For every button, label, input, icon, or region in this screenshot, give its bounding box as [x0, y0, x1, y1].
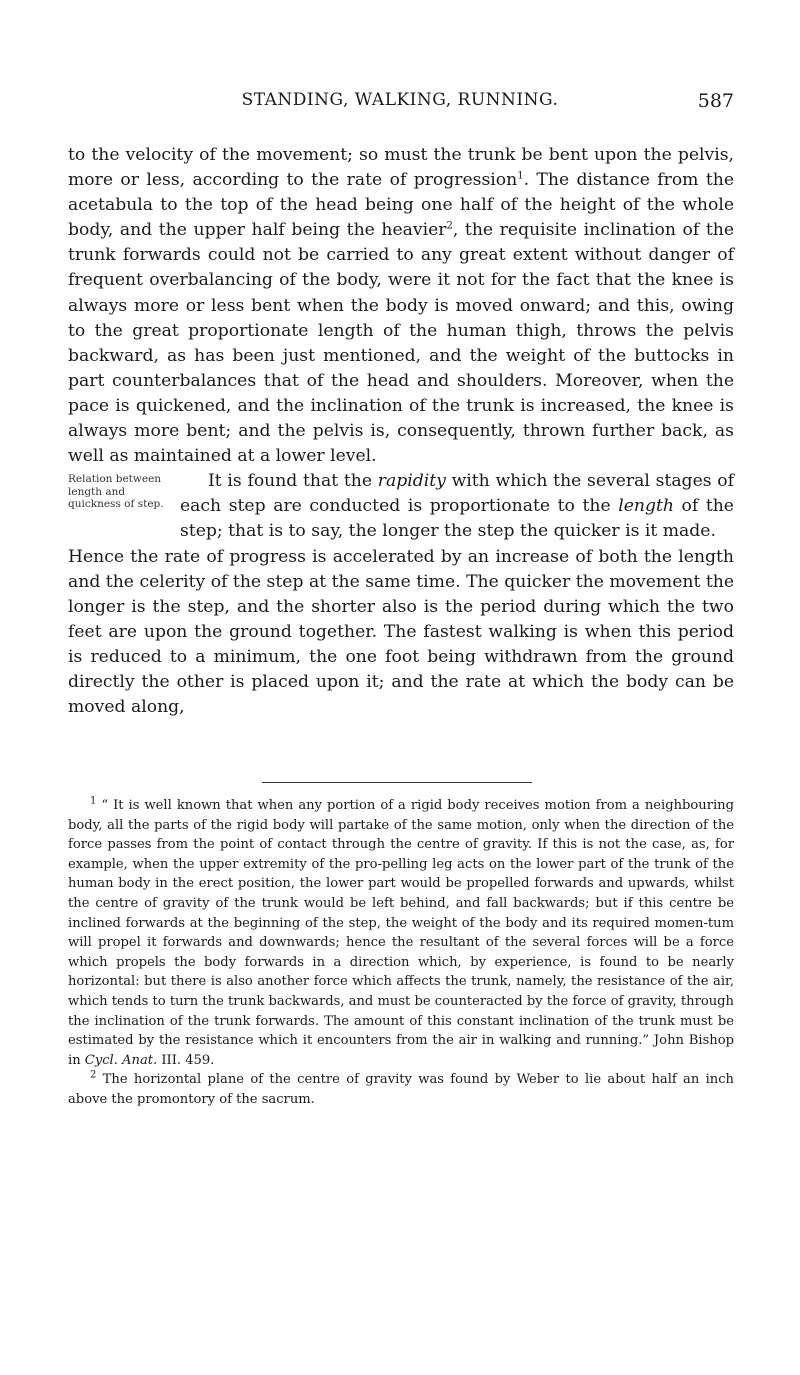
paragraph-2-indented: [180, 469, 734, 544]
emphasis-rapidity: rapidity: [377, 471, 446, 492]
paragraph-2-text-a: It is found that the: [208, 471, 378, 492]
paragraph-1-text-c: , the requisite inclination of the trunk forwards could not be carried to any great extent without danger of frequent overbalancing of the body, were it not for the fact that the knee is always more or less bent when the body is moved onward; and this, owing to the great proportionate length of the human thigh, throws the pelvis backward, as has been just mentioned, and the weight of the buttocks in part counterbalances that of the head and shoulders. Moreover, when the pace is quickened, and the inclination of the trunk is increased, the knee is always more bent; and the pelvis is, consequently, thrown further back, as well as maintained at a lower level.: [68, 220, 735, 467]
footnote-2-text: The horizontal plane of the centre of gravity was found by Weber to lie about half an inch above the promontory of the sacrum.: [68, 1072, 734, 1107]
footnotes: [68, 796, 734, 1110]
paragraph-2-text-c: of the step; that is to say, the longer the step the quicker is it made.: [180, 496, 734, 542]
footnote-ref-2: 2: [446, 220, 453, 232]
paragraph-1-text-b: . The distance from the acetabula to the top of the head being one half of the height of the whole body, and the upper half being the heavier: [68, 170, 734, 241]
footnote-1-citation: Cycl. Anat.: [84, 1052, 158, 1068]
paragraph-2-text-b: with which the several stages of each step are conducted is proportionate to the: [180, 471, 734, 517]
footnote-1-marker: 1: [90, 795, 97, 807]
marginal-note: Relation between length and quickness of step.: [68, 473, 164, 511]
paragraph-2-block: [68, 469, 734, 544]
footnote-rule: [262, 782, 532, 783]
page-number: 587: [697, 90, 734, 112]
footnote-1-text-a: “ It is well known that when any portion of a rigid body receives motion from a neighbouring body, all the parts of the rigid body will partake of the same motion, only when the direction of the force passes from the point of contact through the centre of gravity. If this is not the case, as, for example, when the upper extremity of the pro-pelling leg acts on the lower part of the trunk of the human body in the erect position, the lower part would be propelled forwards and upwards, whilst the centre of gravity of the trunk would be left behind, and fall backwards; but if this centre be inclined forwards at the beginning of the step, the weight of the body and its required momen-tum will propel it forwards and downwards; hence the resultant of the several forces will be a force which propels the body forwards in a direction which, by experience, is found to be nearly horizontal: but there is also another force which affects the trunk, namely, the resistance of the air, which tends to turn the trunk backwards, and must be counteracted by the force of gravity, through the inclination of the trunk forwards. The amount of this constant inclination of the trunk must be estimated by the resistance which it encounters from the air in walking and running.” John Bishop in: [68, 798, 734, 1068]
footnote-2: [68, 1070, 734, 1109]
paragraph-2-rest: Hence the rate of progress is accelerated by an increase of both the length and the celerity of the step at the same time. The quicker the movement the longer is the step, and the shorter also is the period during which the two feet are upon the ground together. The fastest walking is when this period is reduced to a minimum, the one foot being withdrawn from the ground directly the other is placed upon it; and the rate at which the body can be moved along,: [68, 546, 734, 718]
paragraph-1: [68, 143, 734, 469]
footnote-ref-1: 1: [517, 170, 524, 182]
emphasis-length: length: [618, 496, 674, 517]
running-title: STANDING, WALKING, RUNNING.: [241, 90, 559, 110]
page-header: [0, 90, 800, 120]
footnote-1-text-b: III. 459.: [157, 1052, 215, 1068]
main-text: [68, 143, 734, 720]
footnote-2-marker: 2: [90, 1069, 97, 1081]
paragraph-2-first: [180, 469, 734, 544]
footnote-1: [68, 796, 734, 1070]
paragraph-1-text-a: to the velocity of the movement; so must the trunk be bent upon the pelvis, more or less, according to the rate of progression: [68, 145, 734, 191]
